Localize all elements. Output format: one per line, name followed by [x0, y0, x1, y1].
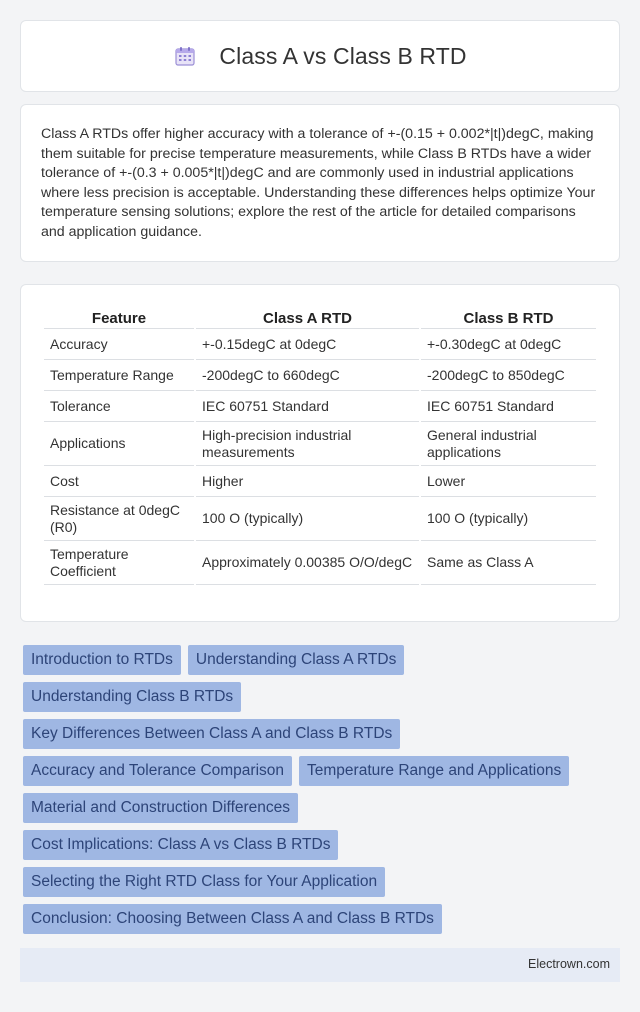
footer	[20, 948, 620, 982]
tag-row	[23, 682, 623, 719]
tag-understanding-class-a[interactable]: Understanding Class A RTDs	[188, 645, 404, 675]
table-cell: Temperature Range	[44, 360, 194, 391]
table-cell: -200degC to 850degC	[421, 360, 596, 391]
table-cell: +-0.15degC at 0degC	[196, 329, 419, 360]
table-cell: 100 O (typically)	[421, 497, 596, 541]
tag-row	[23, 830, 623, 867]
tag-conclusion[interactable]: Conclusion: Choosing Between Class A and Class B RTDs	[23, 904, 442, 934]
table-row	[44, 541, 596, 585]
table-cell: General industrial applications	[421, 422, 596, 466]
table-header-row	[44, 303, 596, 329]
intro-card	[20, 104, 620, 262]
tag-cost-implications[interactable]: Cost Implications: Class A vs Class B RTDs	[23, 830, 338, 860]
table-cell: Accuracy	[44, 329, 194, 360]
tag-row	[23, 645, 623, 682]
table-cell: Applications	[44, 422, 194, 466]
table-cell: Higher	[196, 466, 419, 497]
table-cell: -200degC to 660degC	[196, 360, 419, 391]
tag-key-differences[interactable]: Key Differences Between Class A and Class B RTDs	[23, 719, 400, 749]
column-header-class-a: Class A RTD	[196, 303, 419, 329]
column-header-class-b: Class B RTD	[421, 303, 596, 329]
tag-material-construction[interactable]: Material and Construction Differences	[23, 793, 298, 823]
table-row	[44, 360, 596, 391]
title-wrap	[173, 43, 466, 70]
tag-row	[23, 793, 623, 830]
comparison-table-card	[20, 284, 620, 622]
table-cell: High-precision industrial measurements	[196, 422, 419, 466]
intro-paragraph: Class A RTDs offer higher accuracy with a tolerance of +-(0.15 + 0.002*|t|)degC, making them suitable for precise temperature measurements, while Class B RTDs have a wider tolerance of +-(0.3 + 0.005*|t|)degC and are commonly used in industrial applications where less precision is acceptable. Understanding these differences helps optimize Your temperature sensing solutions; explore the rest of the article for detailed comparisons and application guidance.	[41, 126, 596, 240]
table-row	[44, 466, 596, 497]
tag-understanding-class-b[interactable]: Understanding Class B RTDs	[23, 682, 241, 712]
tag-row	[23, 904, 623, 941]
tag-row	[23, 756, 623, 793]
calendar-icon	[173, 44, 197, 68]
tag-accuracy-tolerance[interactable]: Accuracy and Tolerance Comparison	[23, 756, 292, 786]
table-cell: Temperature Coefficient	[44, 541, 194, 585]
tag-temperature-range[interactable]: Temperature Range and Applications	[299, 756, 569, 786]
table-cell: Same as Class A	[421, 541, 596, 585]
comparison-table	[42, 303, 598, 585]
tag-selecting-rtd-class[interactable]: Selecting the Right RTD Class for Your Application	[23, 867, 385, 897]
table-cell: IEC 60751 Standard	[421, 391, 596, 422]
table-cell: IEC 60751 Standard	[196, 391, 419, 422]
tag-row	[23, 867, 623, 904]
table-cell: 100 O (typically)	[196, 497, 419, 541]
page-title: Class A vs Class B RTD	[219, 42, 467, 69]
footer-site-name: Electrown.com	[528, 957, 610, 971]
table-row	[44, 329, 596, 360]
table-cell: +-0.30degC at 0degC	[421, 329, 596, 360]
table-row	[44, 497, 596, 541]
tag-introduction-to-rtds[interactable]: Introduction to RTDs	[23, 645, 181, 675]
header-card	[20, 20, 620, 92]
table-row	[44, 422, 596, 466]
table-cell: Cost	[44, 466, 194, 497]
topic-tags	[23, 645, 623, 941]
column-header-feature: Feature	[44, 303, 194, 329]
table-row	[44, 391, 596, 422]
tag-row	[23, 719, 623, 756]
table-cell: Lower	[421, 466, 596, 497]
table-cell: Approximately 0.00385 O/O/degC	[196, 541, 419, 585]
table-cell: Tolerance	[44, 391, 194, 422]
table-cell: Resistance at 0degC (R0)	[44, 497, 194, 541]
